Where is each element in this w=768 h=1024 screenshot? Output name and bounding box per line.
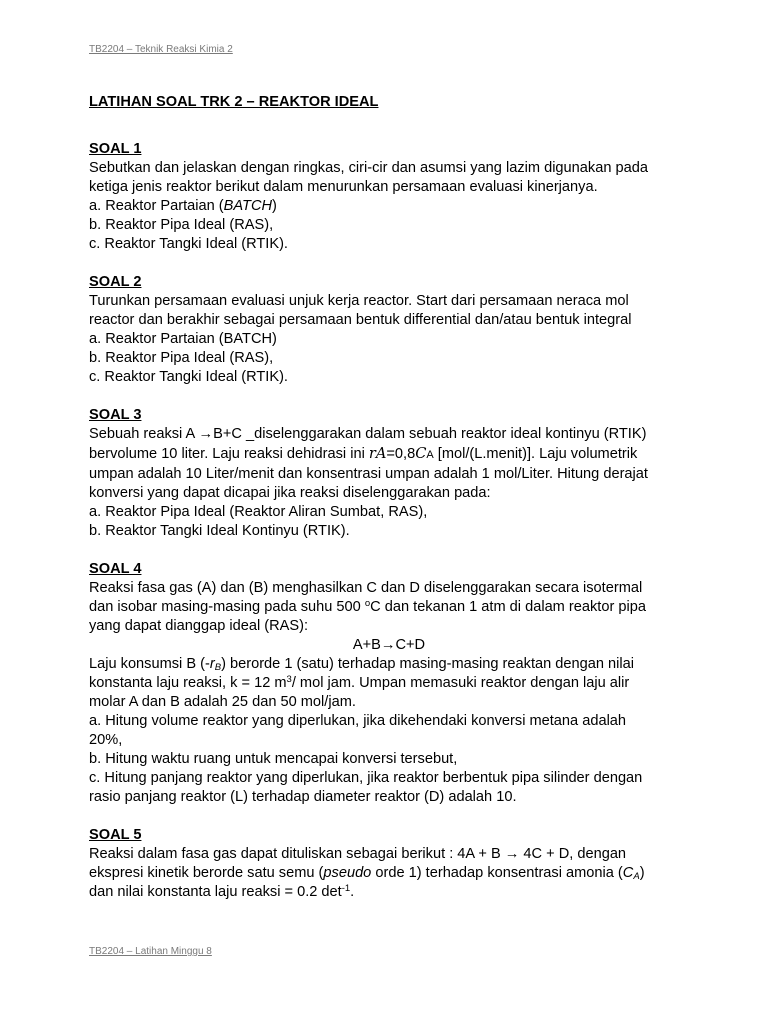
page-footer: TB2204 – Latihan Minggu 8	[89, 946, 212, 957]
list-item: c. Hitung panjang reaktor yang diperlukan, jika reaktor berbentuk pipa silinder dengan	[89, 770, 643, 786]
paragraph-line: Sebutkan dan jelaskan dengan ringkas, ciri-cir dan asumsi yang lazim digunakan pada	[89, 160, 648, 176]
arrow-right-icon: →	[380, 637, 396, 653]
paragraph-line: molar A dan B adalah 25 dan 50 mol/jam.	[89, 694, 356, 710]
soal-4-heading: SOAL 4	[89, 561, 142, 577]
list-item: c. Reaktor Tangki Ideal (RTIK).	[89, 236, 288, 252]
list-item-continuation: rasio panjang reaktor (L) terhadap diameter reaktor (D) adalah 10.	[89, 789, 517, 805]
paragraph-line: Reaksi dalam fasa gas dapat dituliskan sebagai berikut : 4A + B → 4C + D, dengan	[89, 846, 627, 862]
list-item: a. Reaktor Pipa Ideal (Reaktor Aliran Sumbat, RAS),	[89, 504, 428, 520]
soal-5-heading: SOAL 5	[89, 827, 142, 843]
section-soal-3	[89, 406, 689, 541]
list-item: b. Reaktor Tangki Ideal Kontinyu (RTIK).	[89, 523, 350, 539]
section-soal-1	[89, 140, 689, 254]
paragraph-line: bervolume 10 liter. Laju reaksi dehidrasi ini rA=0,8CA [mol/(L.menit)]. Laju volumetrik	[89, 445, 638, 462]
paragraph-line: yang dapat dianggap ideal (RAS):	[89, 618, 309, 634]
list-item: b. Reaktor Pipa Ideal (RAS),	[89, 350, 274, 366]
reaction-equation: A+B→C+D	[352, 637, 426, 653]
paragraph-line: Reaksi fasa gas (A) dan (B) menghasilkan C dan D diselenggarakan secara isotermal	[89, 580, 643, 596]
list-item: c. Reaktor Tangki Ideal (RTIK).	[89, 369, 288, 385]
paragraph-line: ekspresi kinetik berorde satu semu (pseudo orde 1) terhadap konsentrasi amonia $(C_A)$	[89, 865, 645, 882]
paragraph-line: umpan adalah 10 Liter/menit dan konsentrasi umpan adalah 1 mol/Liter. Hitung derajat	[89, 466, 648, 482]
page-header: TB2204 – Teknik Reaksi Kimia 2	[89, 44, 233, 55]
document-body	[89, 93, 689, 921]
soal-3-heading: SOAL 3	[89, 407, 142, 423]
paragraph-line: dan nilai konstanta laju reaksi = 0.2 $\det^{-1}$.	[89, 883, 355, 900]
list-item: a. Reaktor Partaian (BATCH)	[89, 198, 277, 214]
arrow-right-icon: →	[198, 426, 214, 442]
paragraph-line: Sebuah reaksi A →B+C _diselenggarakan dalam sebuah reaktor ideal kontinyu (RTIK)	[89, 426, 647, 442]
section-soal-4	[89, 560, 689, 807]
paragraph-line: Laju konsumsi B $(-r_B)$ berorde 1 (satu) terhadap masing-masing reaktan dengan nilai	[89, 656, 634, 673]
arrow-right-icon: →	[504, 846, 520, 862]
list-item: a. Hitung volume reaktor yang diperlukan, jika dikehendaki konversi metana adalah	[89, 713, 627, 729]
soal-2-heading: SOAL 2	[89, 274, 142, 290]
document-title: LATIHAN SOAL TRK 2 – REAKTOR IDEAL	[89, 94, 379, 110]
paragraph-line: konversi yang dapat dicapai jika reaksi diselenggarakan pada:	[89, 485, 491, 501]
list-item: b. Hitung waktu ruang untuk mencapai konversi tersebut,	[89, 751, 458, 767]
soal-1-heading: SOAL 1	[89, 141, 142, 157]
list-item-continuation: 20%,	[89, 732, 123, 748]
section-soal-5	[89, 826, 689, 902]
section-soal-2	[89, 273, 689, 387]
paragraph-line: konstanta laju reaksi, k = 12 $m^3/$ mol jam. Umpan memasuki reaktor dengan laju alir	[89, 674, 630, 691]
list-item: a. Reaktor Partaian (BATCH)	[89, 331, 277, 347]
paragraph-line: reactor dan berakhir sebagai persamaan bentuk differential dan/atau bentuk integral	[89, 312, 632, 328]
paragraph-line: dan isobar masing-masing pada suhu 500 $^o$C dan tekanan 1 atm di dalam reaktor pipa	[89, 598, 646, 615]
paragraph-line: Turunkan persamaan evaluasi unjuk kerja reactor. Start dari persamaan neraca mol	[89, 293, 629, 309]
paragraph-line: ketiga jenis reaktor berikut dalam menurunkan persamaan evaluasi kinerjanya.	[89, 179, 598, 195]
list-item: b. Reaktor Pipa Ideal (RAS),	[89, 217, 274, 233]
